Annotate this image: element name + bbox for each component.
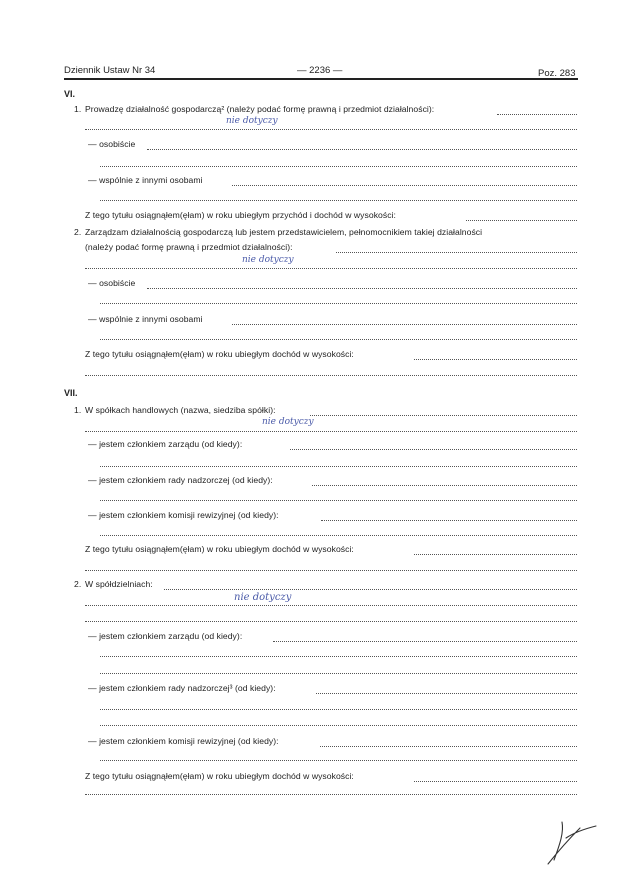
vi1-label: Prowadzę działalność gospodarczą² (należy podać formę prawną i przedmiot działalności): xyxy=(85,104,435,114)
page-number: — 2236 — xyxy=(297,65,343,76)
section-vii-heading: VII. xyxy=(64,388,78,398)
vi2-income-line[interactable] xyxy=(414,359,577,360)
vi2-jointly: — wspólnie z innymi osobami xyxy=(88,314,203,324)
vi1-line[interactable] xyxy=(497,114,577,115)
vii2-line-3[interactable] xyxy=(85,621,577,622)
vi2-line[interactable] xyxy=(336,252,577,253)
vii2-income-line-2[interactable] xyxy=(85,794,577,795)
vi2-jointly-line-2[interactable] xyxy=(100,339,577,340)
vi2-personally-line[interactable] xyxy=(147,288,577,289)
vi1-jointly: — wspólnie z innymi osobami xyxy=(88,175,203,185)
vi2-label-line2: (należy podać formę prawną i przedmiot działalności): xyxy=(85,242,293,252)
header-rule xyxy=(64,78,578,80)
vi2-personally: — osobiście xyxy=(88,278,136,288)
vii1-supervisory-line[interactable] xyxy=(312,485,577,486)
section-vi-heading: VI. xyxy=(64,89,76,99)
vi1-personally-line[interactable] xyxy=(147,149,577,150)
vii2-supervisory: — jestem członkiem rady nadzorczej³ (od kiedy): xyxy=(88,683,276,693)
vi2-income: Z tego tytułu osiągnąłem(ęłam) w roku ubiegłym dochód w wysokości: xyxy=(85,349,354,359)
vi2-number: 2. xyxy=(74,227,82,237)
vi1-line-2[interactable] xyxy=(85,129,577,130)
position-number: Poz. 283 xyxy=(538,68,576,79)
vi1-handwritten-answer: nie dotyczy xyxy=(226,116,278,126)
vii1-supervisory: — jestem członkiem rady nadzorczej (od kiedy): xyxy=(88,475,273,485)
vii2-handwritten-answer: nie dotyczy xyxy=(234,592,292,603)
vii1-line[interactable] xyxy=(310,415,577,416)
vi1-jointly-line[interactable] xyxy=(232,185,577,186)
vii2-line-2[interactable] xyxy=(85,605,577,606)
vi1-jointly-line-2[interactable] xyxy=(100,200,577,201)
vii2-audit: — jestem członkiem komisji rewizyjnej (od kiedy): xyxy=(88,736,279,746)
vii1-audit: — jestem członkiem komisji rewizyjnej (od kiedy): xyxy=(88,510,279,520)
vii2-label: W spółdzielniach: xyxy=(85,579,153,589)
vii2-line[interactable] xyxy=(164,589,577,590)
vii1-income: Z tego tytułu osiągnąłem(ęłam) w roku ubiegłym dochód w wysokości: xyxy=(85,544,354,554)
vii1-income-line[interactable] xyxy=(414,554,577,555)
vii2-income-line[interactable] xyxy=(414,781,577,782)
vii2-number: 2. xyxy=(74,579,82,589)
vi2-handwritten-answer: nie dotyczy xyxy=(242,255,294,265)
vii2-board-line-3[interactable] xyxy=(100,673,577,674)
vii1-income-line-2[interactable] xyxy=(85,570,577,571)
vi2-label-line1: Zarządzam działalnością gospodarczą lub jestem przedstawicielem, pełnomocnikiem takiej działalności xyxy=(85,227,483,237)
vii1-supervisory-line-2[interactable] xyxy=(100,500,577,501)
vi1-personally: — osobiście xyxy=(88,139,136,149)
vi1-personally-line-2[interactable] xyxy=(100,166,577,167)
vii1-board-line[interactable] xyxy=(290,449,577,450)
vii2-income: Z tego tytułu osiągnąłem(ęłam) w roku ubiegłym dochód w wysokości: xyxy=(85,771,354,781)
vii2-audit-line[interactable] xyxy=(320,746,577,747)
vii1-number: 1. xyxy=(74,405,82,415)
vii1-handwritten-answer: nie dotyczy xyxy=(262,417,314,427)
vi2-line-2[interactable] xyxy=(85,268,577,269)
vi1-number: 1. xyxy=(74,104,82,114)
journal-title: Dziennik Ustaw Nr 34 xyxy=(64,65,156,76)
vii2-supervisory-line[interactable] xyxy=(316,693,577,694)
vii1-line-2[interactable] xyxy=(85,431,577,432)
vii2-board: — jestem członkiem zarządu (od kiedy): xyxy=(88,631,243,641)
vi1-income-line[interactable] xyxy=(466,220,577,221)
vii2-board-line[interactable] xyxy=(273,641,577,642)
vii2-board-line-2[interactable] xyxy=(100,656,577,657)
vii1-audit-line-2[interactable] xyxy=(100,535,577,536)
vii2-audit-line-2[interactable] xyxy=(100,760,577,761)
vi2-personally-line-2[interactable] xyxy=(100,303,577,304)
signature-mark xyxy=(540,818,600,868)
vii1-board-line-2[interactable] xyxy=(100,466,577,467)
vii1-audit-line[interactable] xyxy=(321,520,577,521)
vii1-board: — jestem członkiem zarządu (od kiedy): xyxy=(88,439,243,449)
vii2-supervisory-line-2[interactable] xyxy=(100,709,577,710)
vii2-supervisory-line-3[interactable] xyxy=(100,725,577,726)
vi1-income: Z tego tytułu osiągnąłem(ęłam) w roku ubiegłym przychód i dochód w wysokości: xyxy=(85,210,396,220)
vi2-jointly-line[interactable] xyxy=(232,324,577,325)
vii1-label: W spółkach handlowych (nazwa, siedziba spółki): xyxy=(85,405,276,415)
vi2-income-line-2[interactable] xyxy=(85,375,577,376)
